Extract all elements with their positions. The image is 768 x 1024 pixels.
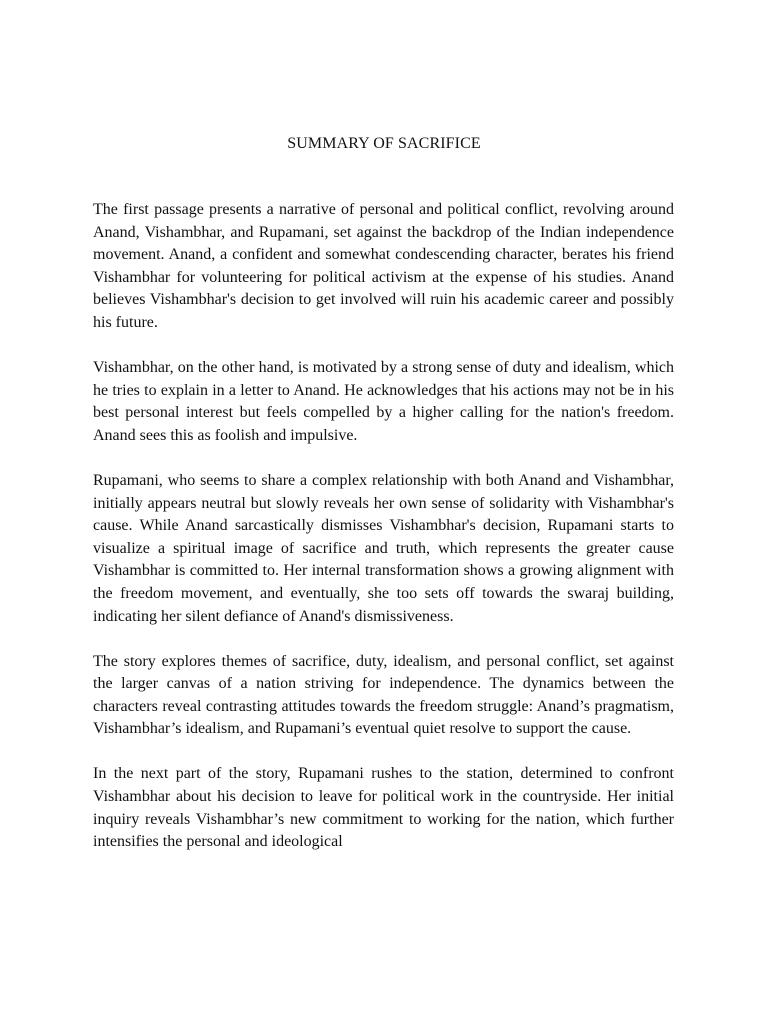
paragraph-3: Rupamani, who seems to share a complex relationship with both Anand and Vishambhar, initially appears neutral but slowly reveals her own sense of solidarity with Vishambhar's cause. While Anand sarcastically dismisses Vishambhar's decision, Rupamani starts to visualize a spiritual image of sacrifice and truth, which represents the greater cause Vishambhar is committed to. Her internal transformation shows a growing alignment with the freedom movement, and eventually, she too sets off towards the swaraj building, indicating her silent defiance of Anand's dismissiveness.	[93, 471, 674, 625]
document-title: SUMMARY OF SACRIFICE	[287, 135, 481, 152]
paragraph-1: The first passage presents a narrative of personal and political conflict, revolving around Anand, Vishambhar, and Rupamani, set against the backdrop of the Indian independence movement. Anand, a confident and somewhat condescending character, berates his friend Vishambhar for volunteering for political activism at the expense of his studies. Anand believes Vishambhar's decision to get involved will ruin his academic career and possibly his future.	[93, 201, 674, 331]
paragraph-2: Vishambhar, on the other hand, is motivated by a strong sense of duty and idealism, which he tries to explain in a letter to Anand. He acknowledges that his actions may not be in his best personal interest but feels compelled by a higher calling for the nation's freedom. Anand sees this as foolish and impulsive.	[93, 359, 674, 444]
paragraph-4: The story explores themes of sacrifice, duty, idealism, and personal conflict, set against the larger canvas of a nation striving for independence. The dynamics between the characters reveal contrasting attitudes towards the freedom struggle: Anand’s pragmatism, Vishambhar’s idealism, and Rupamani’s eventual quiet resolve to support the cause.	[93, 652, 674, 738]
document-body	[93, 199, 674, 876]
paragraph-5: In the next part of the story, Rupamani rushes to the station, determined to confront Vishambhar about his decision to leave for political work in the countryside. Her initial inquiry reveals Vishambhar’s new commitment to working for the nation, which further intensifies the personal and ideological	[93, 765, 674, 851]
